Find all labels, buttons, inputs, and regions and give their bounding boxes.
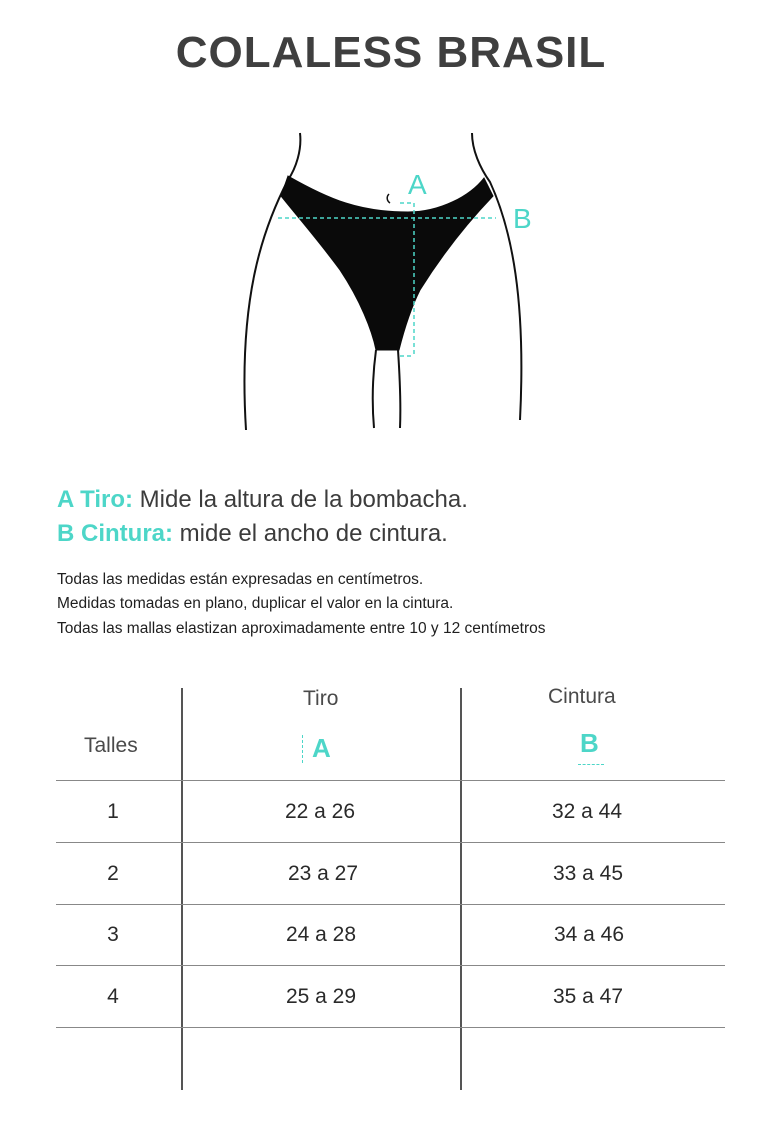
definition-tiro <box>57 486 468 514</box>
row-divider <box>56 780 725 781</box>
header-cintura-letter: B <box>580 728 599 758</box>
figure-label-b: B <box>513 203 532 234</box>
row-divider <box>56 904 725 905</box>
cell-talle: 2 <box>107 862 119 885</box>
definition-text: mide el ancho de cintura. <box>173 520 448 547</box>
cell-cintura: 35 a 47 <box>552 985 624 1008</box>
header-tiro: Tiro <box>303 687 339 710</box>
header-cintura: Cintura <box>548 685 616 708</box>
garment-illustration <box>230 128 550 438</box>
cintura-dash-mark <box>578 764 604 765</box>
row-divider <box>56 842 725 843</box>
navel-mark <box>387 194 390 203</box>
row-divider <box>56 965 725 966</box>
table-divider <box>460 688 462 1090</box>
cell-tiro: 24 a 28 <box>285 923 357 946</box>
note-line: Medidas tomadas en plano, duplicar el valor en la cintura. <box>57 595 454 612</box>
body-outline-left <box>244 133 300 430</box>
definition-key: A Tiro: <box>57 486 133 513</box>
cell-tiro: 25 a 29 <box>285 985 357 1008</box>
cell-cintura: 33 a 45 <box>552 862 624 885</box>
tiro-dash-mark <box>302 735 303 763</box>
header-tiro-letter: A <box>312 733 331 763</box>
bikini-bottom-shape <box>281 176 493 350</box>
row-divider <box>56 1027 725 1028</box>
definition-key: B Cintura: <box>57 520 173 547</box>
table-divider <box>181 688 183 1090</box>
definition-text: Mide la altura de la bombacha. <box>133 486 468 513</box>
note-line: Todas las medidas están expresadas en centímetros. <box>57 571 424 588</box>
cell-cintura: 32 a 44 <box>551 800 623 823</box>
figure-label-a: A <box>408 169 427 200</box>
cell-tiro: 22 a 26 <box>284 800 356 823</box>
page-title: COLALESS BRASIL <box>175 28 607 77</box>
definition-cintura <box>57 520 448 548</box>
note-line: Todas las mallas elastizan aproximadamente entre 10 y 12 centímetros <box>57 620 546 637</box>
cell-talle: 4 <box>107 985 119 1008</box>
cell-cintura: 34 a 46 <box>553 923 625 946</box>
cell-talle: 3 <box>107 923 119 946</box>
cell-talle: 1 <box>107 800 119 823</box>
body-outline-right <box>472 133 521 420</box>
header-talles: Talles <box>84 734 138 757</box>
cell-tiro: 23 a 27 <box>287 862 359 885</box>
